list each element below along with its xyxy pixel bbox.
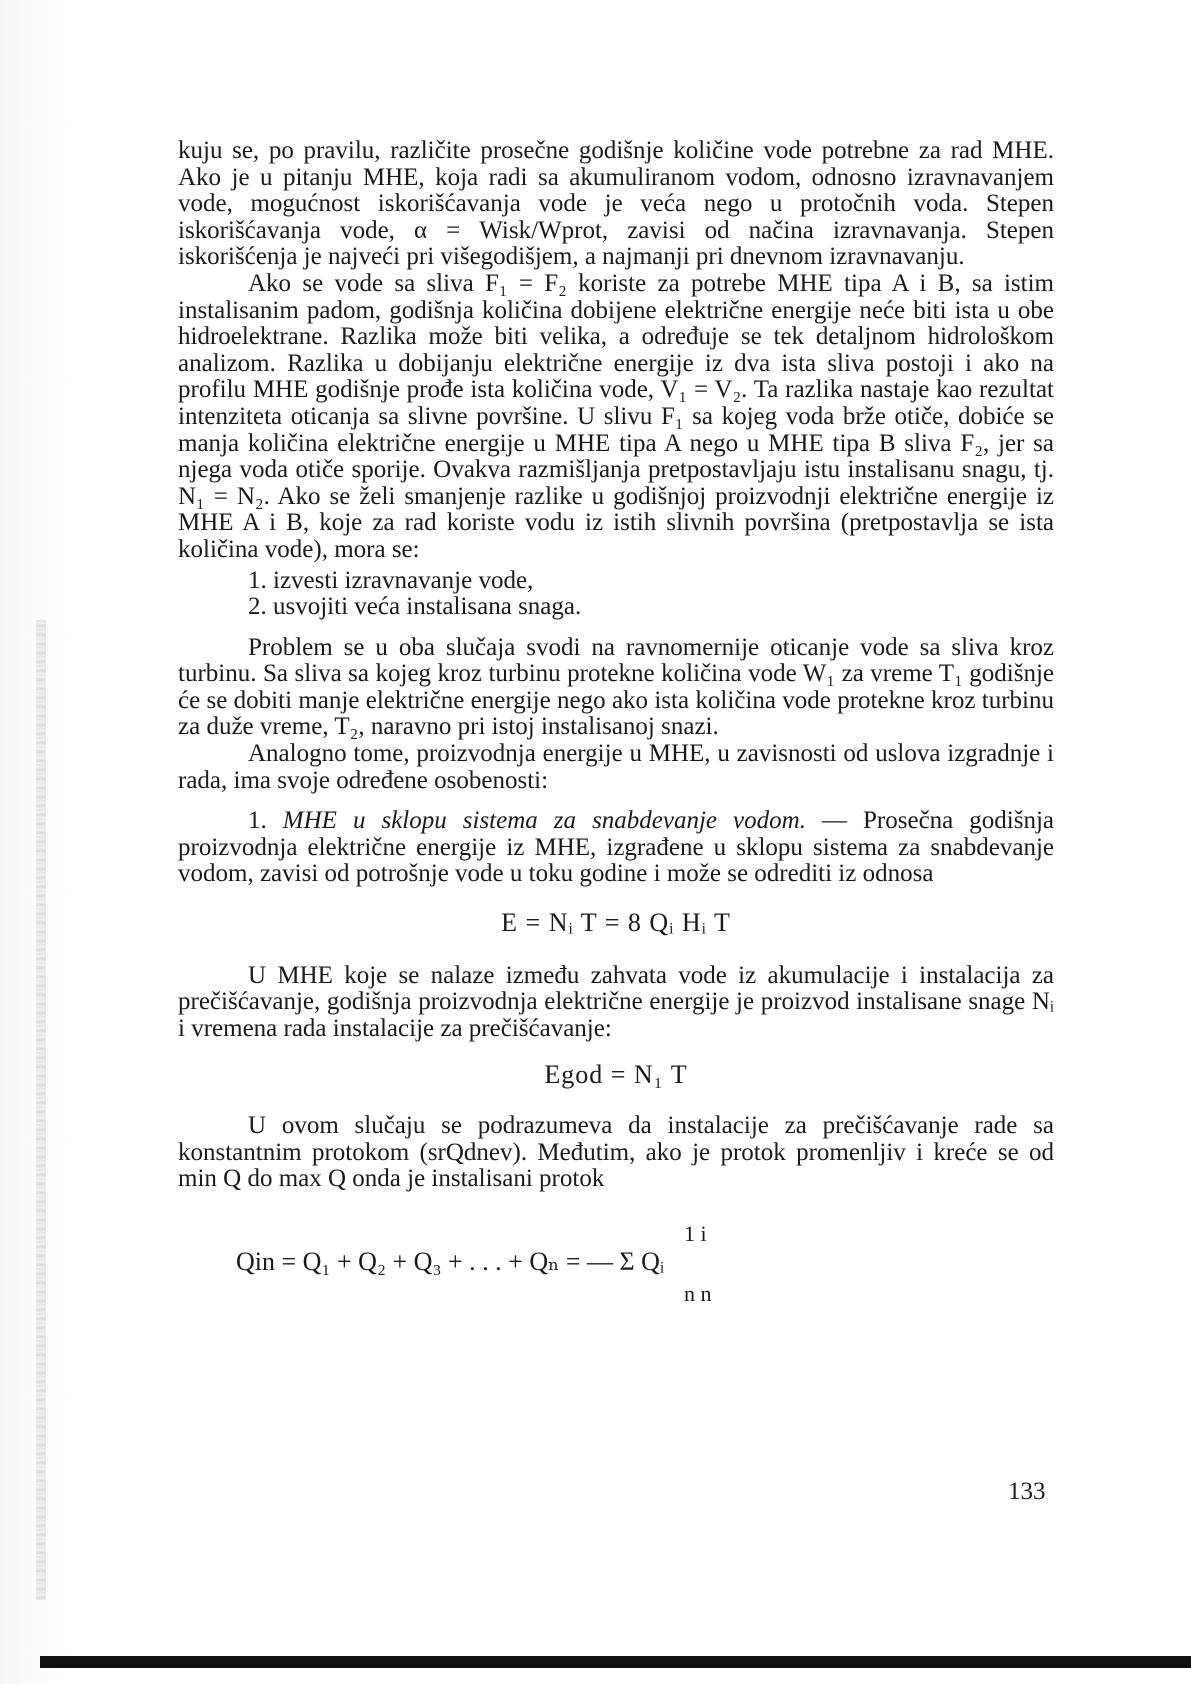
formula-energy: E = Nᵢ T = 8 Qᵢ Hᵢ T bbox=[501, 908, 731, 938]
paragraph-4: Analogno tome, proizvodnja energije u MHE, u zavisnosti od uslova izgradnje i rada, ima svoje određene osobenosti: bbox=[178, 740, 1054, 794]
scan-bottom-edge bbox=[40, 1656, 1191, 1668]
formula-annual-energy: Egod = N₁ T bbox=[544, 1060, 688, 1090]
list-item: 1. izvesti izravnavanje vode, bbox=[248, 566, 534, 594]
formula-main-line: Qin = Q₁ + Q₂ + Q₃ + . . . + Qₙ = — Σ Qᵢ bbox=[236, 1246, 665, 1276]
page-number: 133 bbox=[1008, 1478, 1046, 1505]
paragraph-7: U ovom slučaju se podrazumeva da instalacije za prečišćavanje rade sa konstantnim protokom (srQdnev). Međutim, ako je protok promenljiv i kreće se od min Q do max Q onda je instalisani protok bbox=[178, 1112, 1054, 1193]
paragraph-5 bbox=[178, 808, 1054, 888]
paragraph-2: Ako se vode sa sliva F₁ = F₂ koriste za potrebe MHE tipa A i B, sa istim instalisanim padom, godišnja količina dobijene električne energije neće biti ista u obe hidroelektrane. Razlika može biti velika, a određuje se tek detaljnom hidrološkom analizom. Razlika u dobijanju električne energije iz dva ista sliva postoji i ako na profilu MHE godišnje prođe ista količina vode, V₁ = V₂. Ta razlika nastaje kao rezultat intenziteta oticanja sa slivne površine. U slivu F₁ sa kojeg voda brže otiče, dobiće se manja količina električne energije u MHE tipa A nego u MHE tipa B sliva F₂, jer sa njega voda otiče sporije. Ovakva razmišljanja pretpostavljaju istu instalisanu snagu, tj. N₁ = N₂. Ako se želi smanjenje razlike u godišnjoj proizvodnji električne energije iz MHE A i B, koje za rad koriste vodu iz istih slivnih površina (pretpostavlja se ista količina vode), mora se: bbox=[178, 269, 1054, 563]
section-text: — Prosečna godišnja proizvodnja električne energije iz MHE, izgrađene u sklopu sistema za snabdevanje vodom, zavisi od potrošnje vode u toku godine i može se odrediti iz odnosa bbox=[178, 807, 1055, 888]
page-body bbox=[178, 138, 1054, 1311]
numbered-list bbox=[178, 568, 1054, 621]
paragraph-1: kuju se, po pravilu, različite prosečne godišnje količine vode potrebne za rad MHE. Ako je u pitanju MHE, koja radi sa akumuliranom vodom, odnosno izravnavanjem vode, mogućnost iskorišćavanja vode je veća nego u protočnih voda. Stepen iskorišćavanja vode, α = Wisk/Wprot, zavisi od načina izravnavanja. Stepen iskorišćenja je najveći pri višegodišjem, a najmanji pri dnevnom izravnavanju. bbox=[178, 137, 1054, 271]
spacer bbox=[178, 794, 1054, 808]
binding-edge bbox=[36, 620, 46, 1600]
formula-fraction-top: 1 i bbox=[684, 1220, 707, 1246]
formula-installed-flow bbox=[178, 1215, 1054, 1311]
paragraph-6: U MHE koje se nalaze između zahvata vode iz akumulacije i instalacija za prečišćavanje, godišnja proizvodnja električne energije je proizvod instalisane snage Nᵢ i vremena rada instalacije za prečišćavanje: bbox=[178, 961, 1054, 1042]
paragraph-3: Problem se u oba slučaja svodi na ravnomernije oticanje vode sa sliva kroz turbinu. Sa sliva sa kojeg kroz turbinu protekne količina vode W₁ za vreme T₁ godišnje će se dobiti manje električne energije nego ako ista količina vode protekne kroz turbinu za duže vreme, T₂, naravno pri istoj instalisanoj snazi. bbox=[178, 633, 1054, 741]
formula-fraction-bottom: n n bbox=[684, 1280, 712, 1306]
section-heading: MHE u sklopu sistema za snabdevanje vodom. bbox=[282, 807, 806, 835]
page-left-shadow bbox=[0, 0, 70, 1684]
section-number: 1. bbox=[248, 807, 267, 835]
list-item: 2. usvojiti veća instalisana snaga. bbox=[248, 593, 582, 621]
